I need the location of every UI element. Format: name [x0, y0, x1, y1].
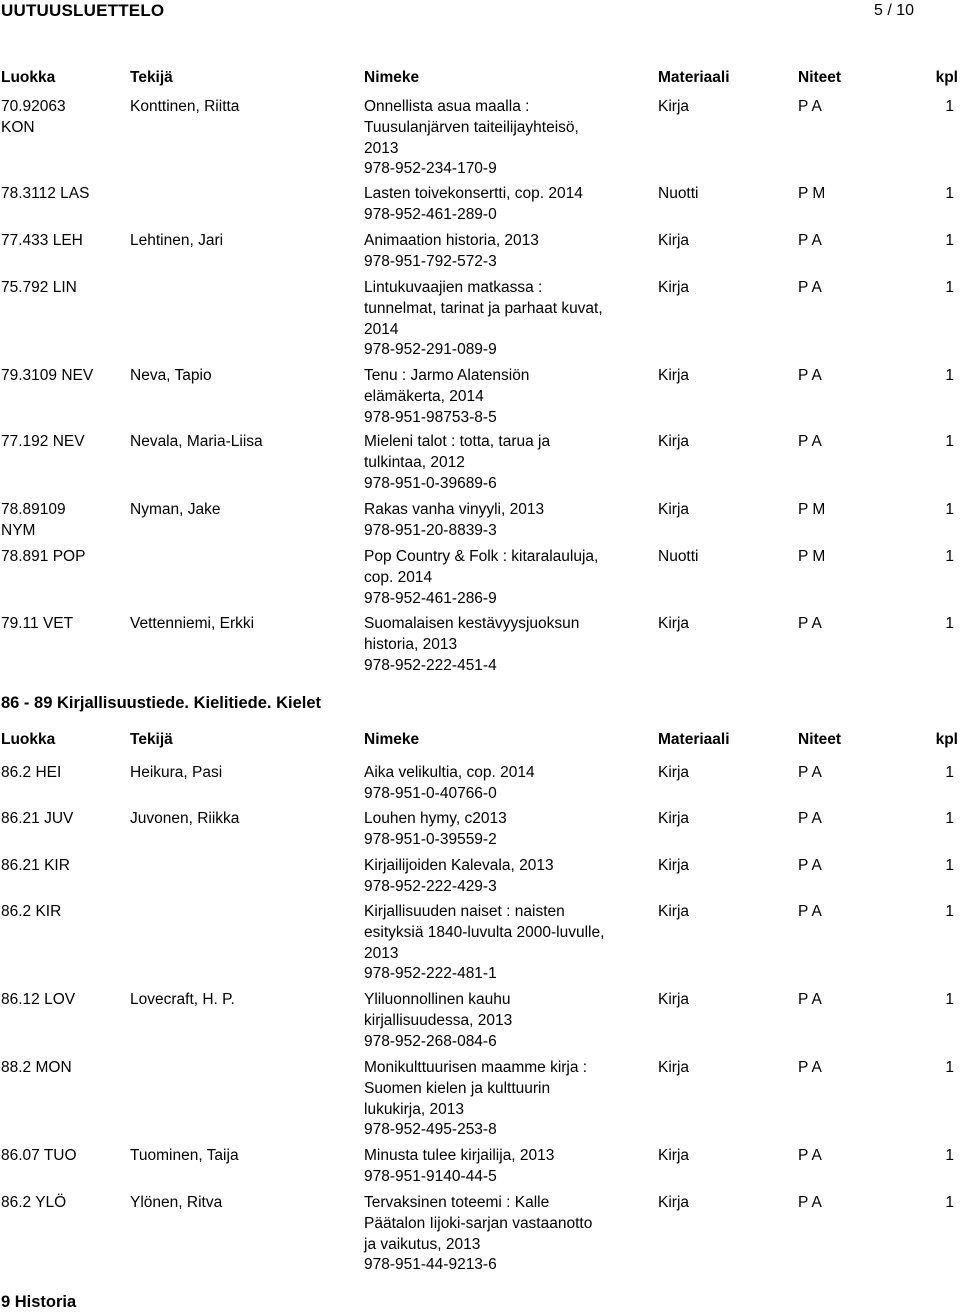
- column-header-kpl: kpl: [935, 69, 958, 86]
- entry-title-line: 978-951-9140-44-5: [364, 1167, 497, 1185]
- entry-class: [1, 614, 73, 635]
- entry-count: 1: [945, 433, 954, 450]
- entry-count: 1: [945, 1059, 954, 1076]
- entry-title-line: 978-951-20-8839-3: [364, 521, 497, 539]
- entry-class-line: 86.21 JUV: [1, 810, 74, 827]
- column-header-tekija: Tekijä: [130, 731, 173, 748]
- entry-title-line: 978-952-291-089-9: [364, 341, 497, 359]
- entry-title: [364, 856, 554, 898]
- entry-title-line: Mieleni talot : totta, tarua ja: [364, 433, 551, 450]
- entry-copies-location: P A: [798, 1194, 822, 1211]
- entry-material: Kirja: [658, 98, 690, 115]
- entry-material: Kirja: [658, 501, 690, 518]
- entry-copies-location: P A: [798, 615, 822, 632]
- entry-count: 1: [945, 903, 954, 920]
- entry-title: [364, 547, 598, 609]
- entry-class-line: 86.07 TUO: [1, 1147, 77, 1164]
- entry-title-line: 978-952-222-429-3: [364, 877, 497, 895]
- entry-title-line: 978-951-792-572-3: [364, 252, 497, 270]
- entry-copies-location: P A: [798, 98, 822, 115]
- entry-class-line: 78.89109: [1, 501, 66, 518]
- entry-count: 1: [945, 548, 954, 565]
- entry-count: 1: [945, 1194, 954, 1211]
- entry-title-line: 2014: [364, 320, 399, 338]
- entry-title-line: historia, 2013: [364, 635, 458, 653]
- column-header-row: [0, 730, 960, 750]
- entry-title-line: cop. 2014: [364, 568, 433, 586]
- entry-copies-location: P A: [798, 991, 822, 1008]
- entry-title-line: 978-951-0-39689-6: [364, 474, 497, 492]
- entry-material: Kirja: [658, 615, 690, 632]
- entry-copies-location: P A: [798, 232, 822, 249]
- entry-title: [364, 1058, 587, 1141]
- entry-title-line: 978-952-461-286-9: [364, 589, 497, 607]
- entry-title-line: Suomen kielen ja kulttuurin: [364, 1079, 551, 1097]
- entry-title: [364, 366, 529, 428]
- entry-title-line: 978-951-0-40766-0: [364, 784, 497, 802]
- column-header-nimeke: Nimeke: [364, 69, 420, 86]
- section-title: 86 - 89 Kirjallisuustiede. Kielitiede. Kielet: [1, 694, 322, 712]
- entry-class: [1, 856, 70, 877]
- entry-class-line: 86.2 HEI: [1, 764, 62, 781]
- entry-copies-location: P A: [798, 367, 822, 384]
- entry-count: 1: [945, 615, 954, 632]
- entry-title-line: kirjallisuudessa, 2013: [364, 1011, 513, 1029]
- entry-class-line: 75.792 LIN: [1, 279, 77, 296]
- entry-title: [364, 990, 512, 1052]
- entry-copies-location: P M: [798, 185, 826, 202]
- column-header-niteet: Niteet: [798, 69, 842, 86]
- entry-copies-location: P A: [798, 1147, 822, 1164]
- section-title: 9 Historia: [1, 1293, 77, 1311]
- entry-class-line: 70.92063: [1, 98, 66, 115]
- entry-author: Tuominen, Taija: [130, 1147, 239, 1164]
- entry-author: Lehtinen, Jari: [130, 232, 224, 249]
- entry-title-line: 978-951-44-9213-6: [364, 1256, 497, 1274]
- entry-material: Nuotti: [658, 185, 699, 202]
- entry-title-line: 978-952-268-084-6: [364, 1032, 497, 1050]
- entry-title-line: lukukirja, 2013: [364, 1100, 464, 1118]
- entry-class: [1, 990, 75, 1011]
- entry-title-line: Animaation historia, 2013: [364, 232, 539, 249]
- entry-title-line: tulkintaa, 2012: [364, 453, 465, 471]
- column-header-niteet: Niteet: [798, 731, 842, 748]
- entry-title-line: Pop Country & Folk : kitaralauluja,: [364, 548, 599, 565]
- entry-copies-location: P A: [798, 810, 822, 827]
- entry-copies-location: P A: [798, 433, 822, 450]
- entry-class: [1, 366, 93, 387]
- entry-material: Kirja: [658, 903, 690, 920]
- entry-count: 1: [945, 764, 954, 781]
- entry-class-line: 79.11 VET: [1, 615, 74, 632]
- entry-title-line: 978-952-222-451-4: [364, 656, 497, 674]
- column-header-materiaali: Materiaali: [658, 69, 730, 86]
- entry-class-line: NYM: [1, 521, 36, 539]
- entry-author: Heikura, Pasi: [130, 764, 223, 781]
- entry-author: Nevala, Maria-Liisa: [130, 433, 263, 450]
- entry-class: [1, 500, 66, 542]
- entry-title-line: 978-952-222-481-1: [364, 965, 497, 983]
- entry-copies-location: P A: [798, 279, 822, 296]
- entry-copies-location: P A: [798, 903, 822, 920]
- entry-count: 1: [945, 279, 954, 296]
- entry-count: 1: [945, 367, 954, 384]
- entry-title: [364, 1146, 554, 1188]
- entry-title-line: Kirjallisuuden naiset : naisten: [364, 903, 565, 920]
- entry-class-line: 77.433 LEH: [1, 232, 83, 249]
- entry-title-line: 978-952-495-253-8: [364, 1121, 497, 1139]
- entry-title-line: Rakas vanha vinyyli, 2013: [364, 501, 545, 518]
- entry-count: 1: [945, 1147, 954, 1164]
- entry-class-line: 77.192 NEV: [1, 433, 85, 450]
- entry-title: [364, 184, 583, 226]
- entry-title-line: Kirjailijoiden Kalevala, 2013: [364, 857, 554, 874]
- entry-count: 1: [945, 810, 954, 827]
- entry-title: [364, 231, 539, 273]
- entry-title-line: 978-952-461-289-0: [364, 205, 497, 223]
- entry-title-line: Minusta tulee kirjailija, 2013: [364, 1147, 555, 1164]
- entry-title: [364, 902, 604, 985]
- entry-title-line: Tenu : Jarmo Alatensiön: [364, 367, 530, 384]
- entry-class: [1, 1058, 72, 1079]
- column-header-materiaali: Materiaali: [658, 731, 730, 748]
- entry-material: Kirja: [658, 857, 690, 874]
- entry-copies-location: P A: [798, 1059, 822, 1076]
- entry-title-line: 978-951-0-39559-2: [364, 830, 497, 848]
- entry-title: [364, 614, 579, 676]
- entry-title: [364, 97, 579, 180]
- entry-material: Nuotti: [658, 548, 699, 565]
- entry-title-line: Lasten toivekonsertti, cop. 2014: [364, 185, 583, 202]
- entry-title: [364, 1193, 592, 1276]
- entry-copies-location: P A: [798, 857, 822, 874]
- entry-material: Kirja: [658, 764, 690, 781]
- entry-title-line: ja vaikutus, 2013: [364, 1235, 481, 1253]
- entry-material: Kirja: [658, 1059, 690, 1076]
- entry-count: 1: [945, 501, 954, 518]
- entry-class-line: KON: [1, 118, 35, 136]
- entry-author: Konttinen, Riitta: [130, 98, 240, 115]
- entry-title-line: Tuusulanjärven taiteilijayhteisö,: [364, 118, 579, 136]
- entry-title-line: 2013: [364, 944, 399, 962]
- entry-class: [1, 809, 73, 830]
- entry-title-line: 978-951-98753-8-5: [364, 408, 497, 426]
- entry-title-line: Suomalaisen kestävyysjuoksun: [364, 615, 580, 632]
- entry-title-line: tunnelmat, tarinat ja parhaat kuvat,: [364, 299, 603, 317]
- entry-title-line: esityksiä 1840-luvulta 2000-luvulle,: [364, 923, 605, 941]
- entry-title-line: elämäkerta, 2014: [364, 387, 484, 405]
- entry-class: [1, 278, 77, 299]
- entry-class: [1, 1146, 77, 1167]
- entry-class: [1, 97, 66, 139]
- entry-class: [1, 902, 61, 923]
- entry-class-line: 88.2 MON: [1, 1059, 72, 1076]
- column-header-luokka: Luokka: [1, 731, 56, 748]
- column-header-nimeke: Nimeke: [364, 731, 420, 748]
- entry-material: Kirja: [658, 433, 690, 450]
- entry-material: Kirja: [658, 1147, 690, 1164]
- entry-material: Kirja: [658, 279, 690, 296]
- entry-author: Nyman, Jake: [130, 501, 221, 518]
- entry-title-line: 978-952-234-170-9: [364, 160, 497, 178]
- entry-count: 1: [945, 991, 954, 1008]
- column-header-kpl: kpl: [935, 731, 958, 748]
- entry-title: [364, 432, 550, 494]
- entry-material: Kirja: [658, 810, 690, 827]
- entry-material: Kirja: [658, 232, 690, 249]
- entry-count: 1: [945, 857, 954, 874]
- entry-material: Kirja: [658, 367, 690, 384]
- entry-class: [1, 1193, 66, 1214]
- entry-class-line: 86.2 KIR: [1, 903, 62, 920]
- column-header-tekija: Tekijä: [130, 69, 173, 86]
- entry-title-line: Lintukuvaajien matkassa :: [364, 279, 543, 296]
- entry-class-line: 79.3109 NEV: [1, 367, 94, 384]
- entry-title-line: Päätalon Iijoki-sarjan vastaanotto: [364, 1214, 593, 1232]
- entry-title-line: Louhen hymy, c2013: [364, 810, 507, 827]
- entry-author: Juvonen, Riikka: [130, 810, 240, 827]
- entry-author: Ylönen, Ritva: [130, 1194, 223, 1211]
- entry-class: [1, 547, 85, 568]
- entry-title-line: Tervaksinen toteemi : Kalle: [364, 1194, 550, 1211]
- entry-title-line: Monikulttuurisen maamme kirja :: [364, 1059, 588, 1076]
- entry-class: [1, 184, 89, 205]
- entry-copies-location: P M: [798, 501, 826, 518]
- entry-class-line: 86.12 LOV: [1, 991, 76, 1008]
- entry-title: [364, 278, 603, 361]
- entry-class-line: 78.891 POP: [1, 548, 86, 565]
- page-title: UUTUUSLUETTELO: [1, 1, 165, 20]
- entry-author: Neva, Tapio: [130, 367, 212, 384]
- entry-class: [1, 432, 85, 453]
- column-header-luokka: Luokka: [1, 69, 56, 86]
- entry-count: 1: [945, 185, 954, 202]
- entry-class-line: 86.2 YLÖ: [1, 1194, 67, 1211]
- entry-class-line: 78.3112 LAS: [1, 185, 90, 202]
- entry-title: [364, 500, 544, 542]
- entry-title: [364, 763, 535, 805]
- entry-title-line: Aika velikultia, cop. 2014: [364, 764, 535, 781]
- entry-title-line: Onnellista asua maalla :: [364, 98, 530, 115]
- entry-material: Kirja: [658, 1194, 690, 1211]
- entry-count: 1: [945, 232, 954, 249]
- entry-copies-location: P A: [798, 764, 822, 781]
- entry-copies-location: P M: [798, 548, 826, 565]
- page-number: 5 / 10: [873, 2, 914, 19]
- entry-class-line: 86.21 KIR: [1, 857, 70, 874]
- entry-material: Kirja: [658, 991, 690, 1008]
- entry-author: Vettenniemi, Erkki: [130, 615, 255, 632]
- entry-class: [1, 231, 83, 252]
- entry-title-line: 2013: [364, 139, 399, 157]
- entry-author: Lovecraft, H. P.: [130, 991, 235, 1008]
- entry-title-line: Yliluonnollinen kauhu: [364, 991, 511, 1008]
- entry-count: 1: [945, 98, 954, 115]
- entry-title: [364, 809, 507, 851]
- entry-class: [1, 763, 61, 784]
- column-header-row: [0, 68, 960, 88]
